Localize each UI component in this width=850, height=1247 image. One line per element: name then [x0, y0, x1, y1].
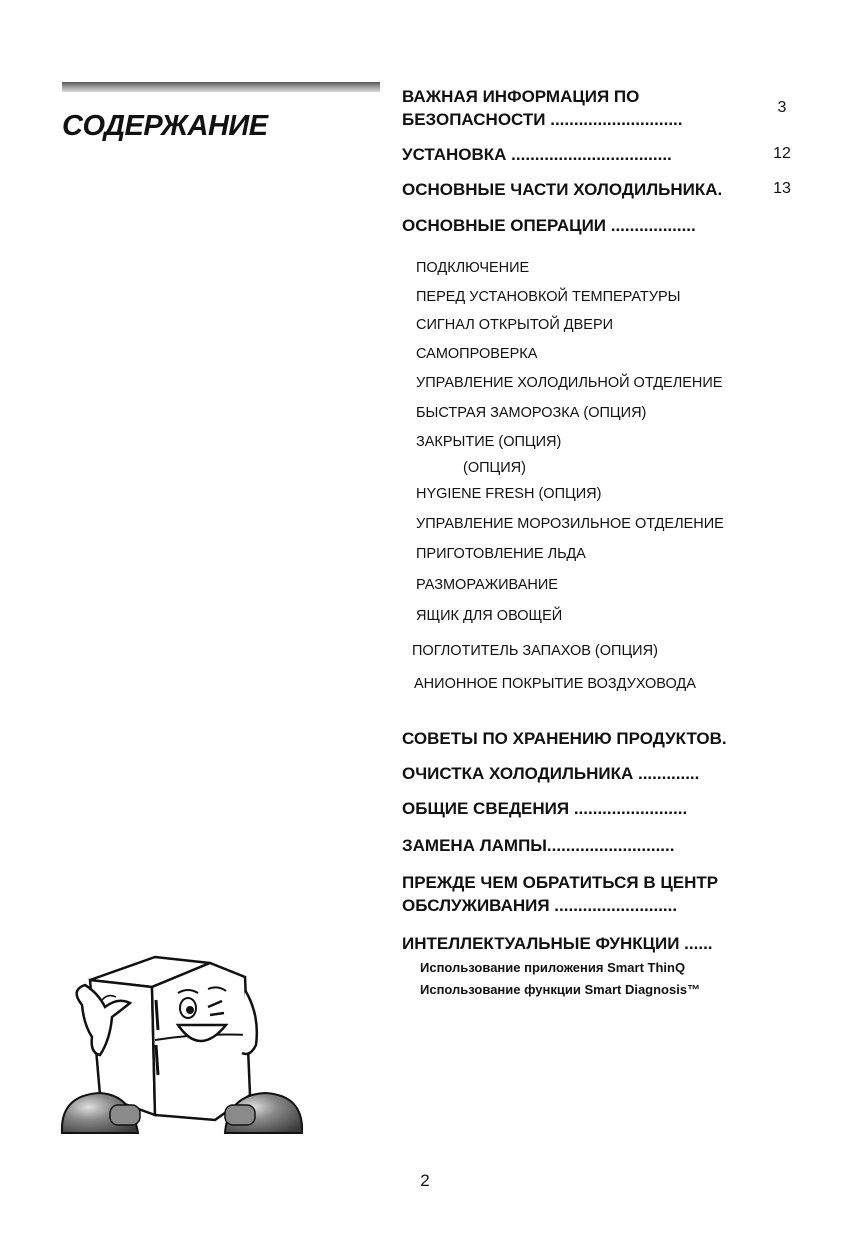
toc-entry-safety-line1: ВАЖНАЯ ИНФОРМАЦИЯ ПО [402, 87, 640, 106]
toc-subitem[interactable]: ЯЩИК ДЛЯ ОВОЩЕЙ [416, 608, 563, 624]
refrigerator-mascot-illustration [60, 945, 310, 1140]
toc-entry-service-line1: ПРЕЖДЕ ЧЕМ ОБРАТИТЬСЯ В ЦЕНТР [402, 873, 719, 892]
toc-entry-lamp[interactable]: ЗАМЕНА ЛАМПЫ........................... [402, 836, 675, 855]
toc-page-parts: 13 [773, 180, 791, 197]
toc-entry-parts[interactable]: ОСНОВНЫЕ ЧАСТИ ХОЛОДИЛЬНИКА. [402, 180, 723, 199]
toc-subitem-smart-diagnosis[interactable]: Использование функции Smart Diagnosis™ [420, 982, 701, 997]
toc-subitem[interactable]: УПРАВЛЕНИЕ МОРОЗИЛЬНОЕ ОТДЕЛЕНИЕ [416, 516, 724, 532]
toc-subitem[interactable]: ПОДКЛЮЧЕНИЕ [416, 260, 530, 276]
toc-entry-operations[interactable]: ОСНОВНЫЕ ОПЕРАЦИИ .................. [402, 216, 696, 235]
toc-entry-cleaning[interactable]: ОЧИСТКА ХОЛОДИЛЬНИКА ............. [402, 764, 700, 783]
toc-subitem[interactable]: ПЕРЕД УСТАНОВКОЙ ТЕМПЕРАТУРЫ [416, 289, 681, 305]
toc-subitem[interactable]: АНИОННОЕ ПОКРЫТИЕ ВОЗДУХОВОДА [414, 676, 696, 692]
toc-entry-safety-line2: БЕЗОПАСНОСТИ ............................ [402, 110, 683, 129]
toc-subitem[interactable]: (ОПЦИЯ) [463, 460, 526, 476]
page-title: СОДЕРЖАНИЕ [62, 110, 268, 142]
toc-subitem[interactable]: ПОГЛОТИТЕЛЬ ЗАПАХОВ (ОПЦИЯ) [412, 643, 658, 659]
toc-subitem[interactable]: УПРАВЛЕНИЕ ХОЛОДИЛЬНОЙ ОТДЕЛЕНИЕ [416, 375, 723, 391]
toc-entry-service-line2: ОБСЛУЖИВАНИЯ .......................... [402, 896, 678, 915]
toc-page-install: 12 [773, 145, 791, 162]
toc-subitem[interactable]: СИГНАЛ ОТКРЫТОЙ ДВЕРИ [416, 317, 614, 333]
toc-page-safety: 3 [777, 99, 787, 116]
header-rule [62, 82, 380, 92]
toc-subitem[interactable]: БЫСТРАЯ ЗАМОРОЗКА (ОПЦИЯ) [416, 405, 647, 421]
toc-entry-general[interactable]: ОБЩИЕ СВЕДЕНИЯ ........................ [402, 799, 688, 818]
page-number: 2 [420, 1171, 430, 1190]
toc-subitem[interactable]: САМОПРОВЕРКА [416, 346, 538, 362]
toc-entry-smart[interactable]: ИНТЕЛЛЕКТУАЛЬНЫЕ ФУНКЦИИ ...... [402, 934, 713, 953]
toc-entry-service[interactable] [402, 871, 754, 917]
toc-subitem[interactable]: ЗАКРЫТИЕ (ОПЦИЯ) [416, 434, 562, 450]
toc-entry-safety[interactable] [402, 85, 754, 131]
toc-subitem[interactable]: HYGIENE FRESH (ОПЦИЯ) [416, 486, 602, 502]
toc-entry-install[interactable]: УСТАНОВКА .................................. [402, 145, 672, 164]
toc-subitem-smart-thinq[interactable]: Использование приложения Smart ThinQ [420, 960, 686, 975]
toc-entry-storage[interactable]: СОВЕТЫ ПО ХРАНЕНИЮ ПРОДУКТОВ. [402, 729, 727, 748]
toc-subitem[interactable]: РАЗМОРАЖИВАНИЕ [416, 577, 558, 593]
toc-subitem[interactable]: ПРИГОТОВЛЕНИЕ ЛЬДА [416, 546, 586, 562]
